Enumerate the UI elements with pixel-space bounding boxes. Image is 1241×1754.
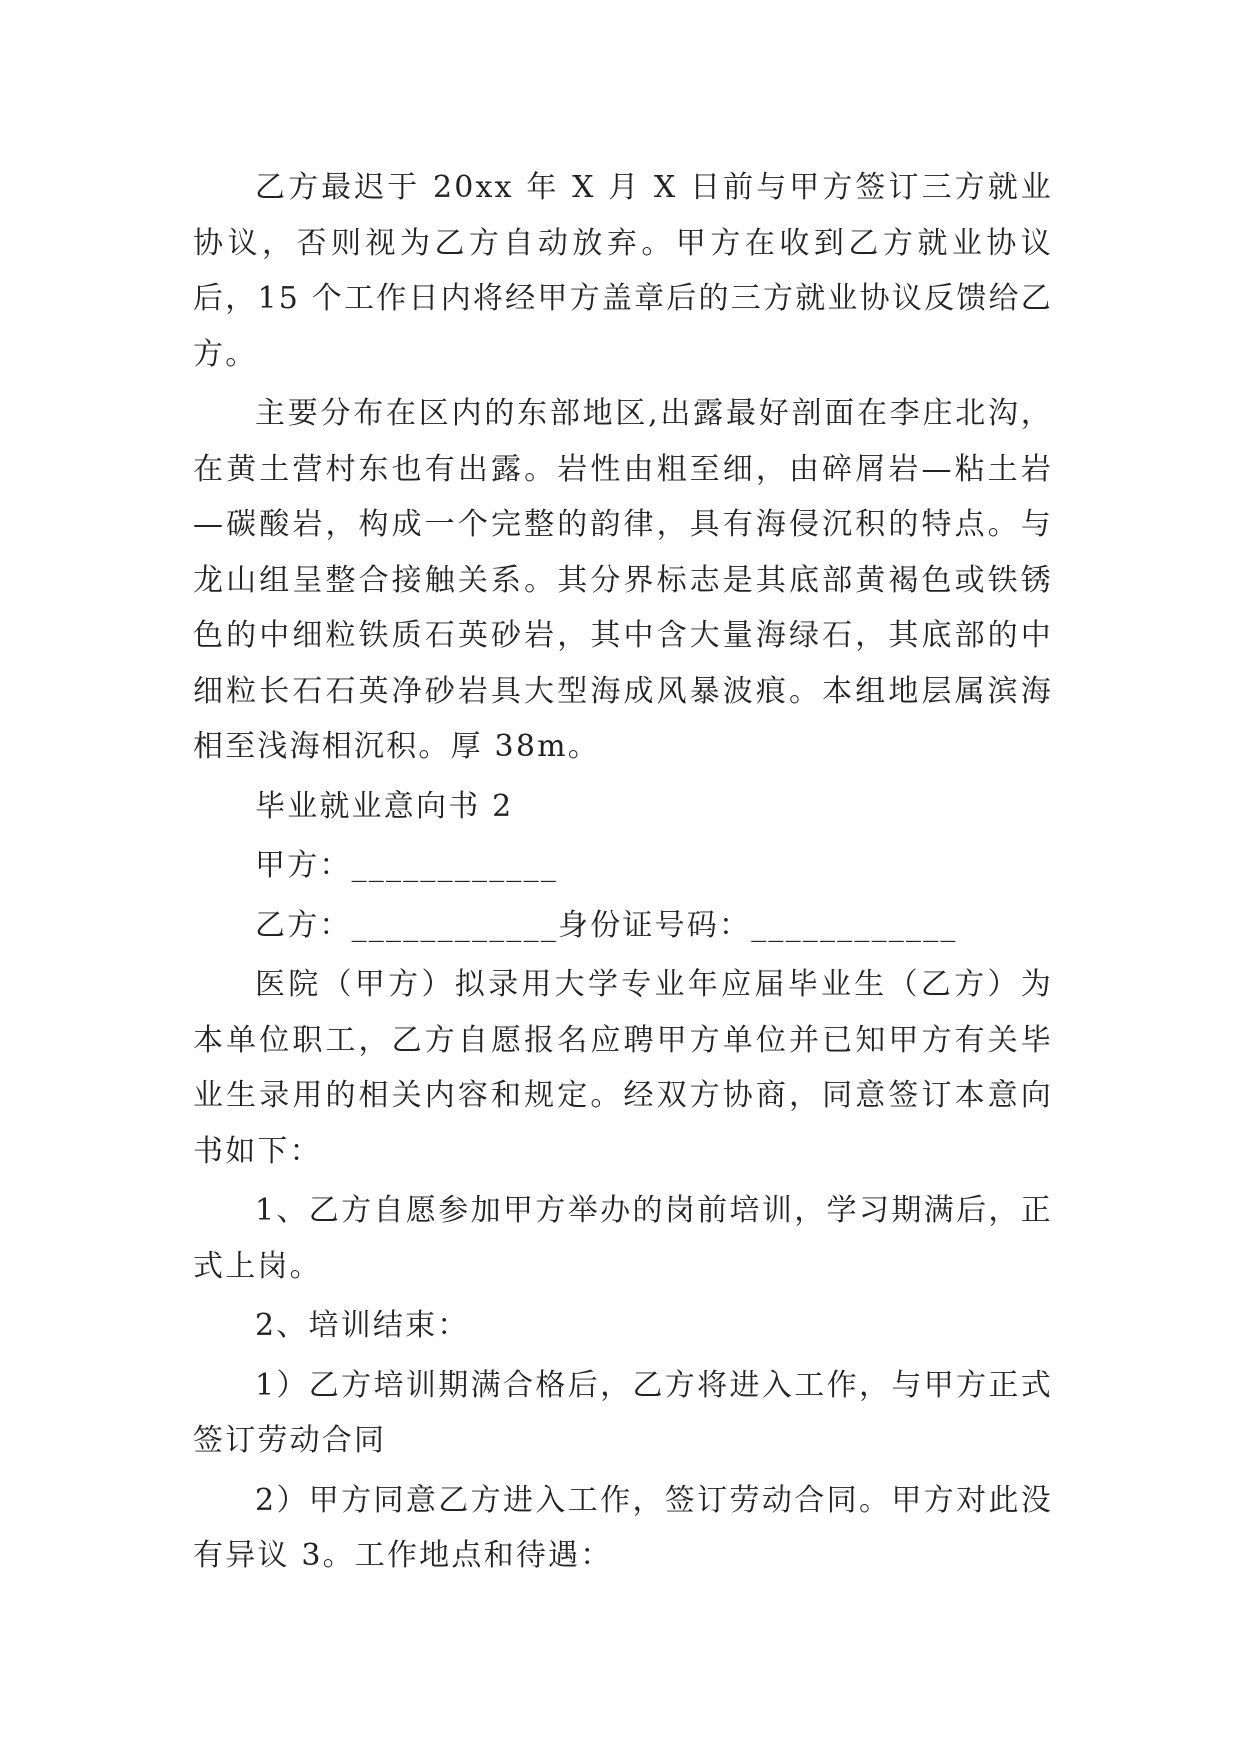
party-b-line: 乙方：____________身份证号码：____________ bbox=[255, 907, 958, 943]
clause-1: 1、乙方自愿参加甲方举办的岗前培训，学习期满后，正式上岗。 bbox=[193, 1193, 1053, 1284]
section-title: 毕业就业意向书 2 bbox=[255, 788, 514, 824]
document-body bbox=[193, 160, 1053, 1584]
clause-2-2: 2）甲方同意乙方进入工作，签订劳动合同。甲方对此没有异议 3。工作地点和待遇： bbox=[193, 1482, 1053, 1573]
paragraph-intro: 医院（甲方）拟录用大学专业年应届毕业生（乙方）为本单位职工，乙方自愿报名应聘甲方单位并已知甲方有关毕业生录用的相关内容和规定。经双方协商，同意签订本意向书如下： bbox=[193, 967, 1053, 1169]
paragraph-geology: 主要分布在区内的东部地区,出露最好剖面在李庄北沟，在黄土营村东也有出露。岩性由粗至细，由碎屑岩—粘土岩—碳酸岩，构成一个完整的韵律，具有海侵沉积的特点。与龙山组呈整合接触关系。其分界标志是其底部黄褐色或铁锈色的中细粒铁质石英砂岩，其中含大量海绿石，其底部的中细粒长石石英净砂岩具大型海成风暴波痕。本组地层属滨海相至浅海相沉积。厚 38m。 bbox=[193, 396, 1053, 764]
paragraph-agreement-deadline: 乙方最迟于 20xx 年 X 月 X 日前与甲方签订三方就业协议，否则视为乙方自动放弃。甲方在收到乙方就业协议后，15 个工作日内将经甲方盖章后的三方就业协议反馈给乙方。 bbox=[193, 170, 1053, 372]
clause-2-1: 1）乙方培训期满合格后，乙方将进入工作，与甲方正式签订劳动合同 bbox=[193, 1367, 1053, 1458]
clause-2: 2、培训结束： bbox=[255, 1308, 470, 1343]
party-a-line: 甲方：____________ bbox=[255, 848, 558, 883]
